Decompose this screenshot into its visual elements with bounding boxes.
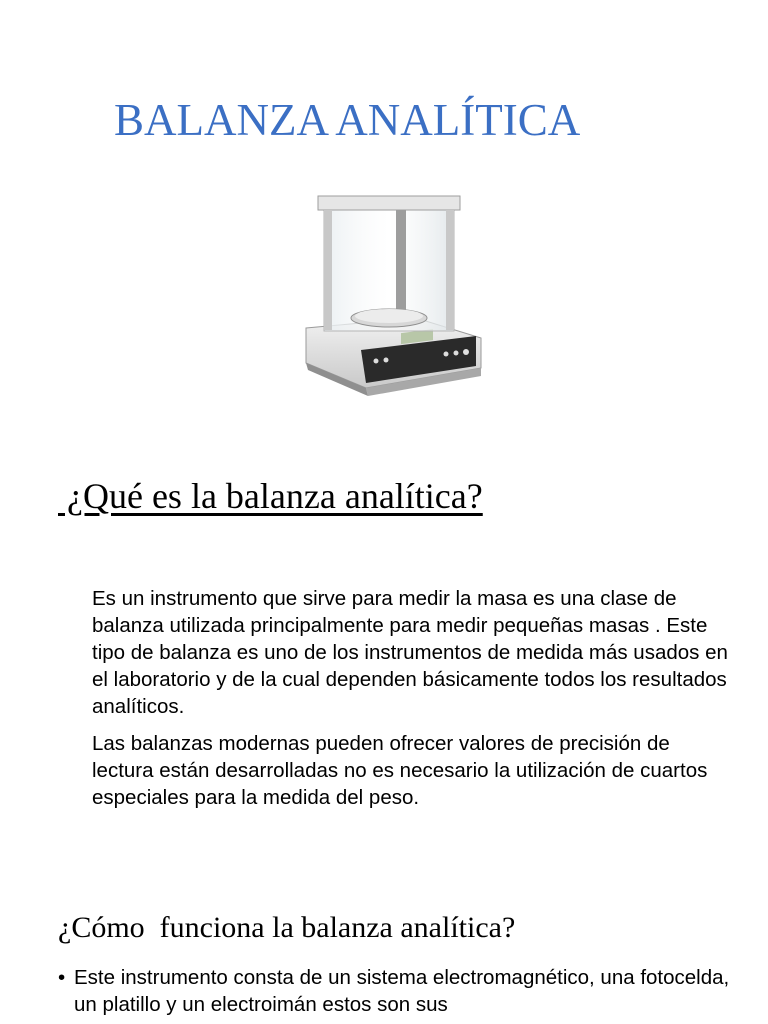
bullet-icon: • — [58, 966, 66, 989]
paragraph-definition: Es un instrumento que sirve para medir la masa es una clase de balanza utilizada principalmente para medir pequeñas masas . Este tipo de balanza es uno de los instrumentos de medida más usados en el laboratorio y de la cual dependen básicamente todos los resultados analíticos. — [92, 587, 728, 718]
section-heading-how-it-works: ¿Cómo funciona la balanza analítica? — [58, 911, 516, 944]
bullet-text: Este instrumento consta de un sistema electromagnético, una fotocelda, un platillo y un electroimán estos son sus — [74, 966, 730, 1016]
page-title: BALANZA ANALÍTICA — [114, 95, 581, 145]
paragraph-modern-balances: Las balanzas modernas pueden ofrecer valores de precisión de lectura están desarrolladas no es necesario la utilización de cuartos especiales para la medida del peso. — [92, 732, 708, 809]
section-heading-what-is: ¿Qué es la balanza analítica? — [58, 476, 483, 516]
list-item — [58, 964, 748, 1018]
analytical-balance-image — [296, 178, 496, 410]
